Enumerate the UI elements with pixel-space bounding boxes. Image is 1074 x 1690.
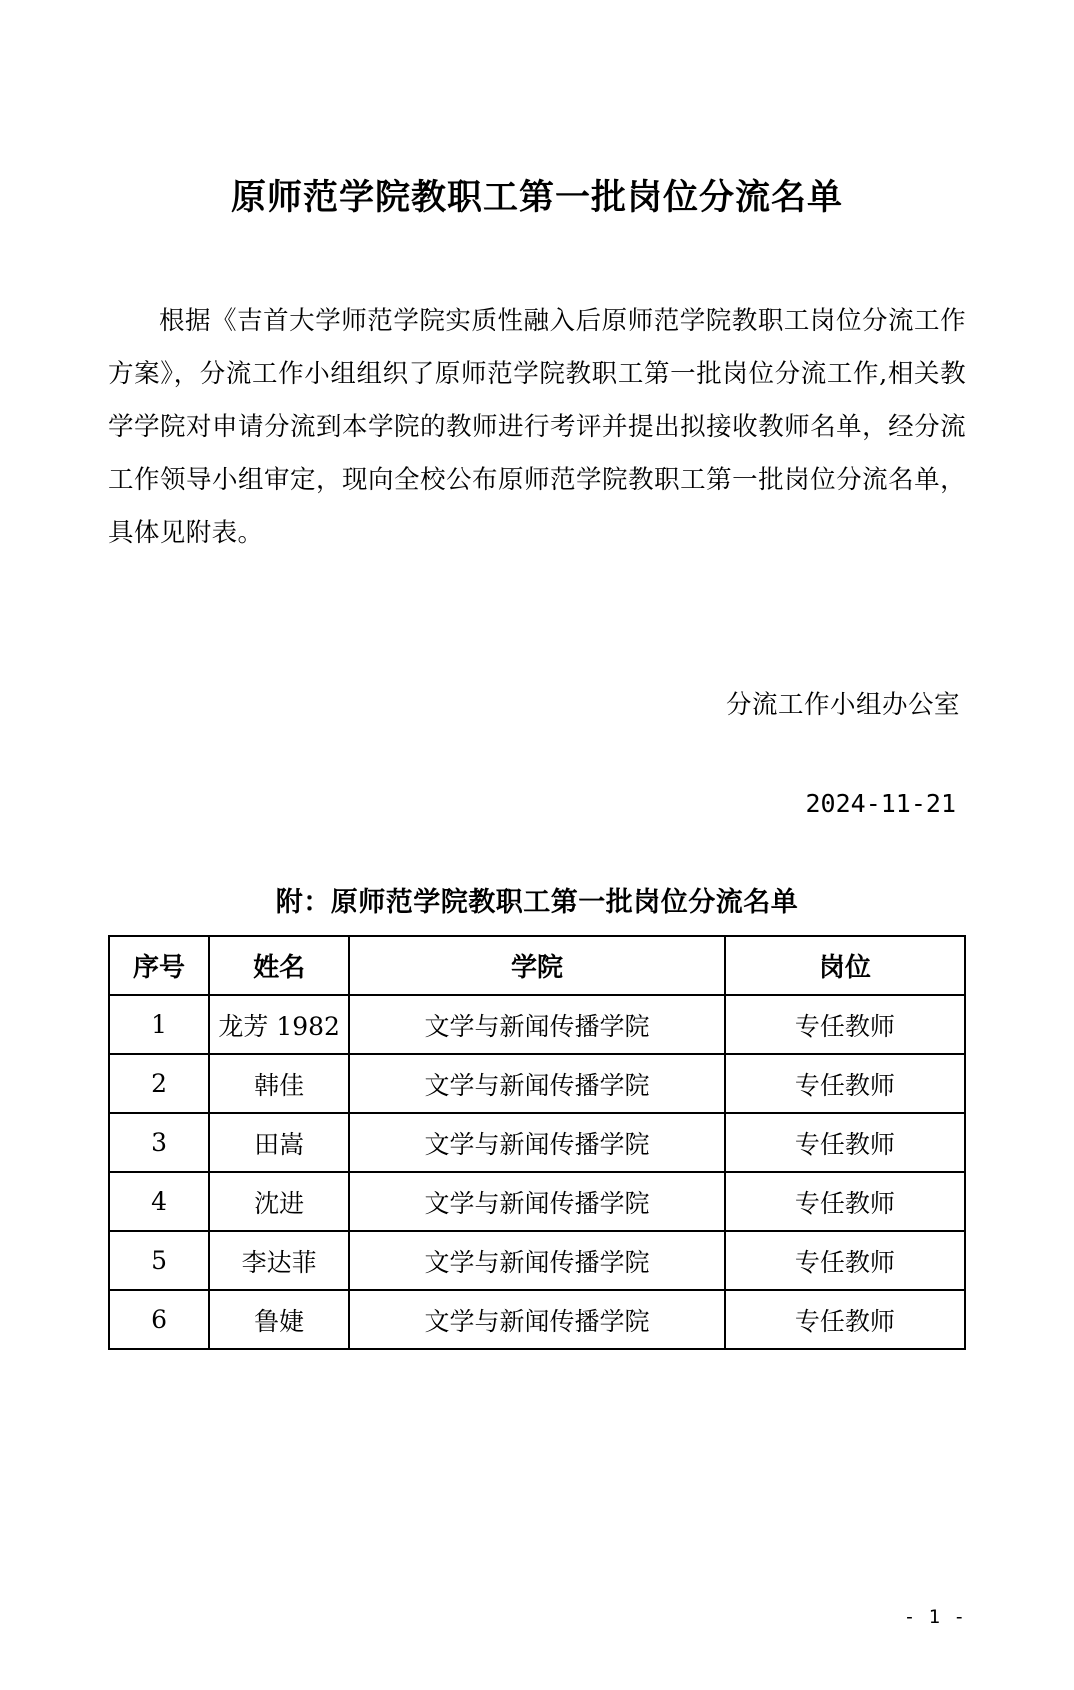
cell-index: 4 <box>109 1172 209 1231</box>
table-header-index: 序号 <box>109 936 209 995</box>
attachment-title: 附：原师范学院教职工第一批岗位分流名单 <box>275 887 799 918</box>
cell-index: 3 <box>109 1113 209 1172</box>
cell-index: 6 <box>109 1290 209 1349</box>
cell-index: 5 <box>109 1231 209 1290</box>
cell-post: 专任教师 <box>725 1231 965 1290</box>
table-header-row <box>109 936 965 995</box>
page-title: 原师范学院教职工第一批岗位分流名单 <box>230 177 843 218</box>
assignment-table <box>108 935 966 1350</box>
cell-post: 专任教师 <box>725 1054 965 1113</box>
cell-post: 专任教师 <box>725 1172 965 1231</box>
page-number: - 1 - <box>903 1606 966 1628</box>
table-row <box>109 1054 965 1113</box>
cell-name: 沈进 <box>209 1172 349 1231</box>
cell-post: 专任教师 <box>725 1290 965 1349</box>
cell-post: 专任教师 <box>725 995 965 1054</box>
table-header-college: 学院 <box>349 936 724 995</box>
cell-index: 2 <box>109 1054 209 1113</box>
cell-college: 文学与新闻传播学院 <box>349 1113 724 1172</box>
cell-college: 文学与新闻传播学院 <box>349 1054 724 1113</box>
cell-college: 文学与新闻传播学院 <box>349 1172 724 1231</box>
cell-name: 韩佳 <box>209 1054 349 1113</box>
cell-college: 文学与新闻传播学院 <box>349 995 724 1054</box>
cell-name: 龙芳 1982 <box>209 995 349 1054</box>
cell-index: 1 <box>109 995 209 1054</box>
table-row <box>109 995 965 1054</box>
cell-name: 李达菲 <box>209 1231 349 1290</box>
table-row <box>109 1172 965 1231</box>
signature-office: 分流工作小组办公室 <box>725 690 960 720</box>
table-header-post: 岗位 <box>725 936 965 995</box>
table-row <box>109 1231 965 1290</box>
cell-name: 田嵩 <box>209 1113 349 1172</box>
cell-post: 专任教师 <box>725 1113 965 1172</box>
signature-date: 2024-11-21 <box>805 789 956 818</box>
document-page <box>0 170 1074 1690</box>
table-header-name: 姓名 <box>209 936 349 995</box>
document-body <box>108 295 966 560</box>
body-paragraph: 根据《吉首大学师范学院实质性融入后原师范学院教职工岗位分流工作方案》，分流工作小组组织了原师范学院教职工第一批岗位分流工作,相关教学学院对申请分流到本学院的教师进行考评并提出拟接收教师名单，经分流工作领导小组审定，现向全校公布原师范学院教职工第一批岗位分流名单，具体见附表。 <box>108 306 966 548</box>
cell-college: 文学与新闻传播学院 <box>349 1231 724 1290</box>
table-row <box>109 1113 965 1172</box>
cell-name: 鲁婕 <box>209 1290 349 1349</box>
cell-college: 文学与新闻传播学院 <box>349 1290 724 1349</box>
table-row <box>109 1290 965 1349</box>
